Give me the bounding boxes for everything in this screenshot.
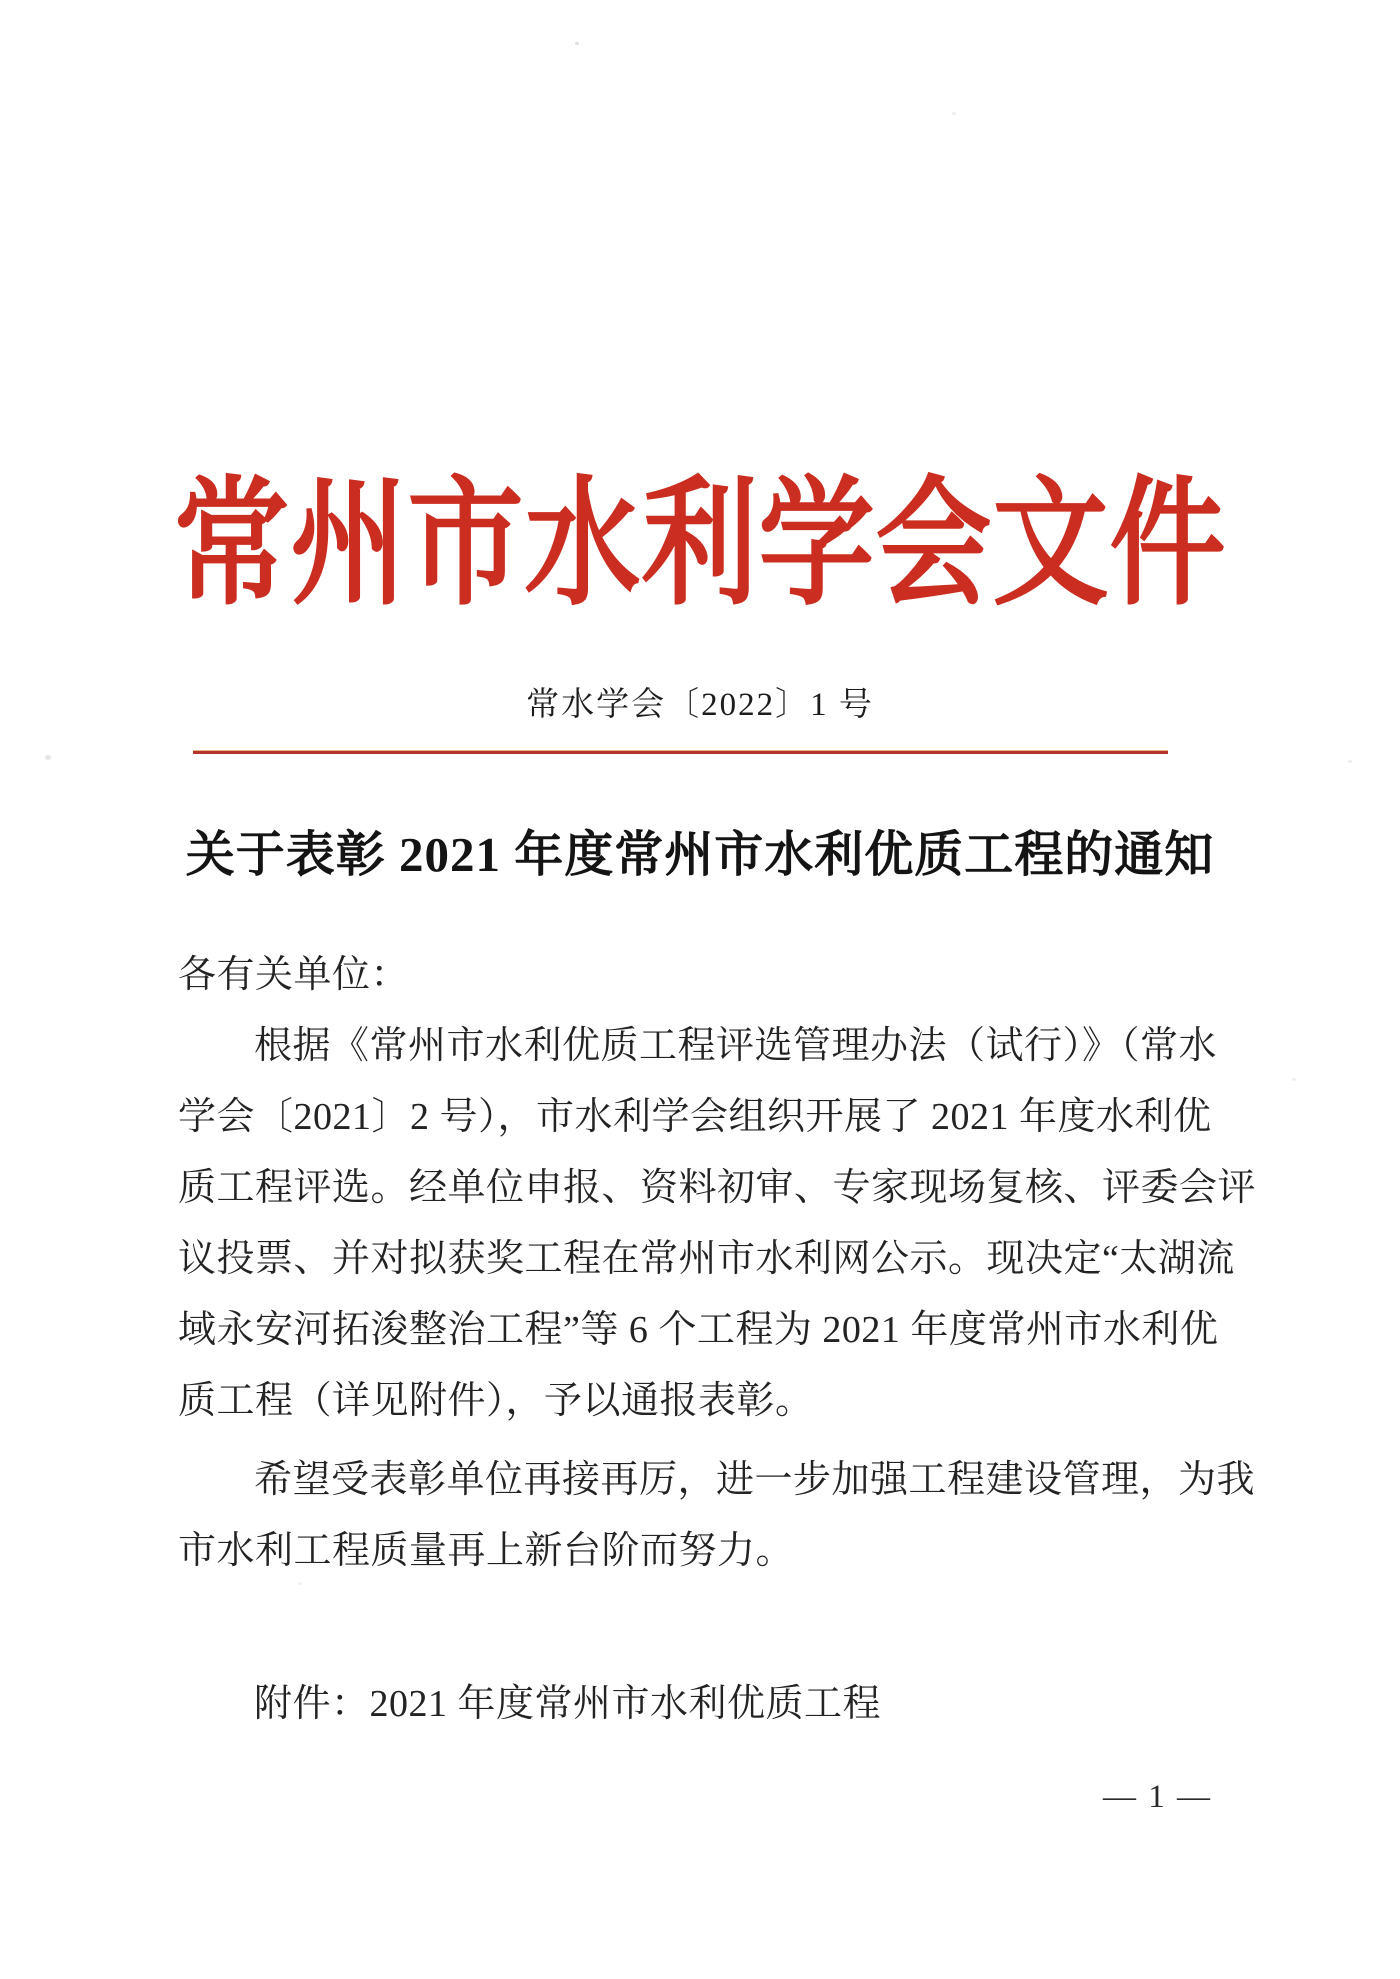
- attachment-reference-line: 附件：2021 年度常州市水利优质工程: [254, 1683, 882, 1725]
- body-line: 议投票、并对拟获奖工程在常州市水利网公示。现决定“太湖流: [178, 1238, 1235, 1280]
- letterhead-divider-line: [193, 751, 1168, 754]
- notice-body: [178, 940, 1264, 1740]
- scan-noise-specks: [575, 42, 579, 45]
- body-line: 根据《常州市水利优质工程评选管理办法（试行）》（常水: [254, 1025, 1218, 1067]
- body-line: 质工程评选。经单位申报、资料初审、专家现场复核、评委会评: [178, 1167, 1257, 1209]
- body-line: 希望受表彰单位再接再厉，进一步加强工程建设管理，为我: [254, 1459, 1256, 1501]
- body-line: 市水利工程质量再上新台阶而努力。: [178, 1530, 795, 1572]
- body-line: 质工程（详见附件），予以通报表彰。: [178, 1380, 814, 1422]
- page-number: — 1 —: [1103, 1779, 1212, 1815]
- document-number: 常水学会〔2022〕1 号: [526, 687, 874, 723]
- body-line: 域永安河拓浚整治工程”等 6 个工程为 2021 年度常州市水利优: [178, 1309, 1219, 1351]
- body-line: 学会〔2021〕2 号），市水利学会组织开展了 2021 年度水利优: [178, 1096, 1212, 1138]
- salutation-line: 各有关单位：: [178, 954, 410, 996]
- notice-title: 关于表彰 2021 年度常州市水利优质工程的通知: [185, 827, 1215, 882]
- letterhead-org-title: 常州市水利学会文件: [173, 469, 1227, 623]
